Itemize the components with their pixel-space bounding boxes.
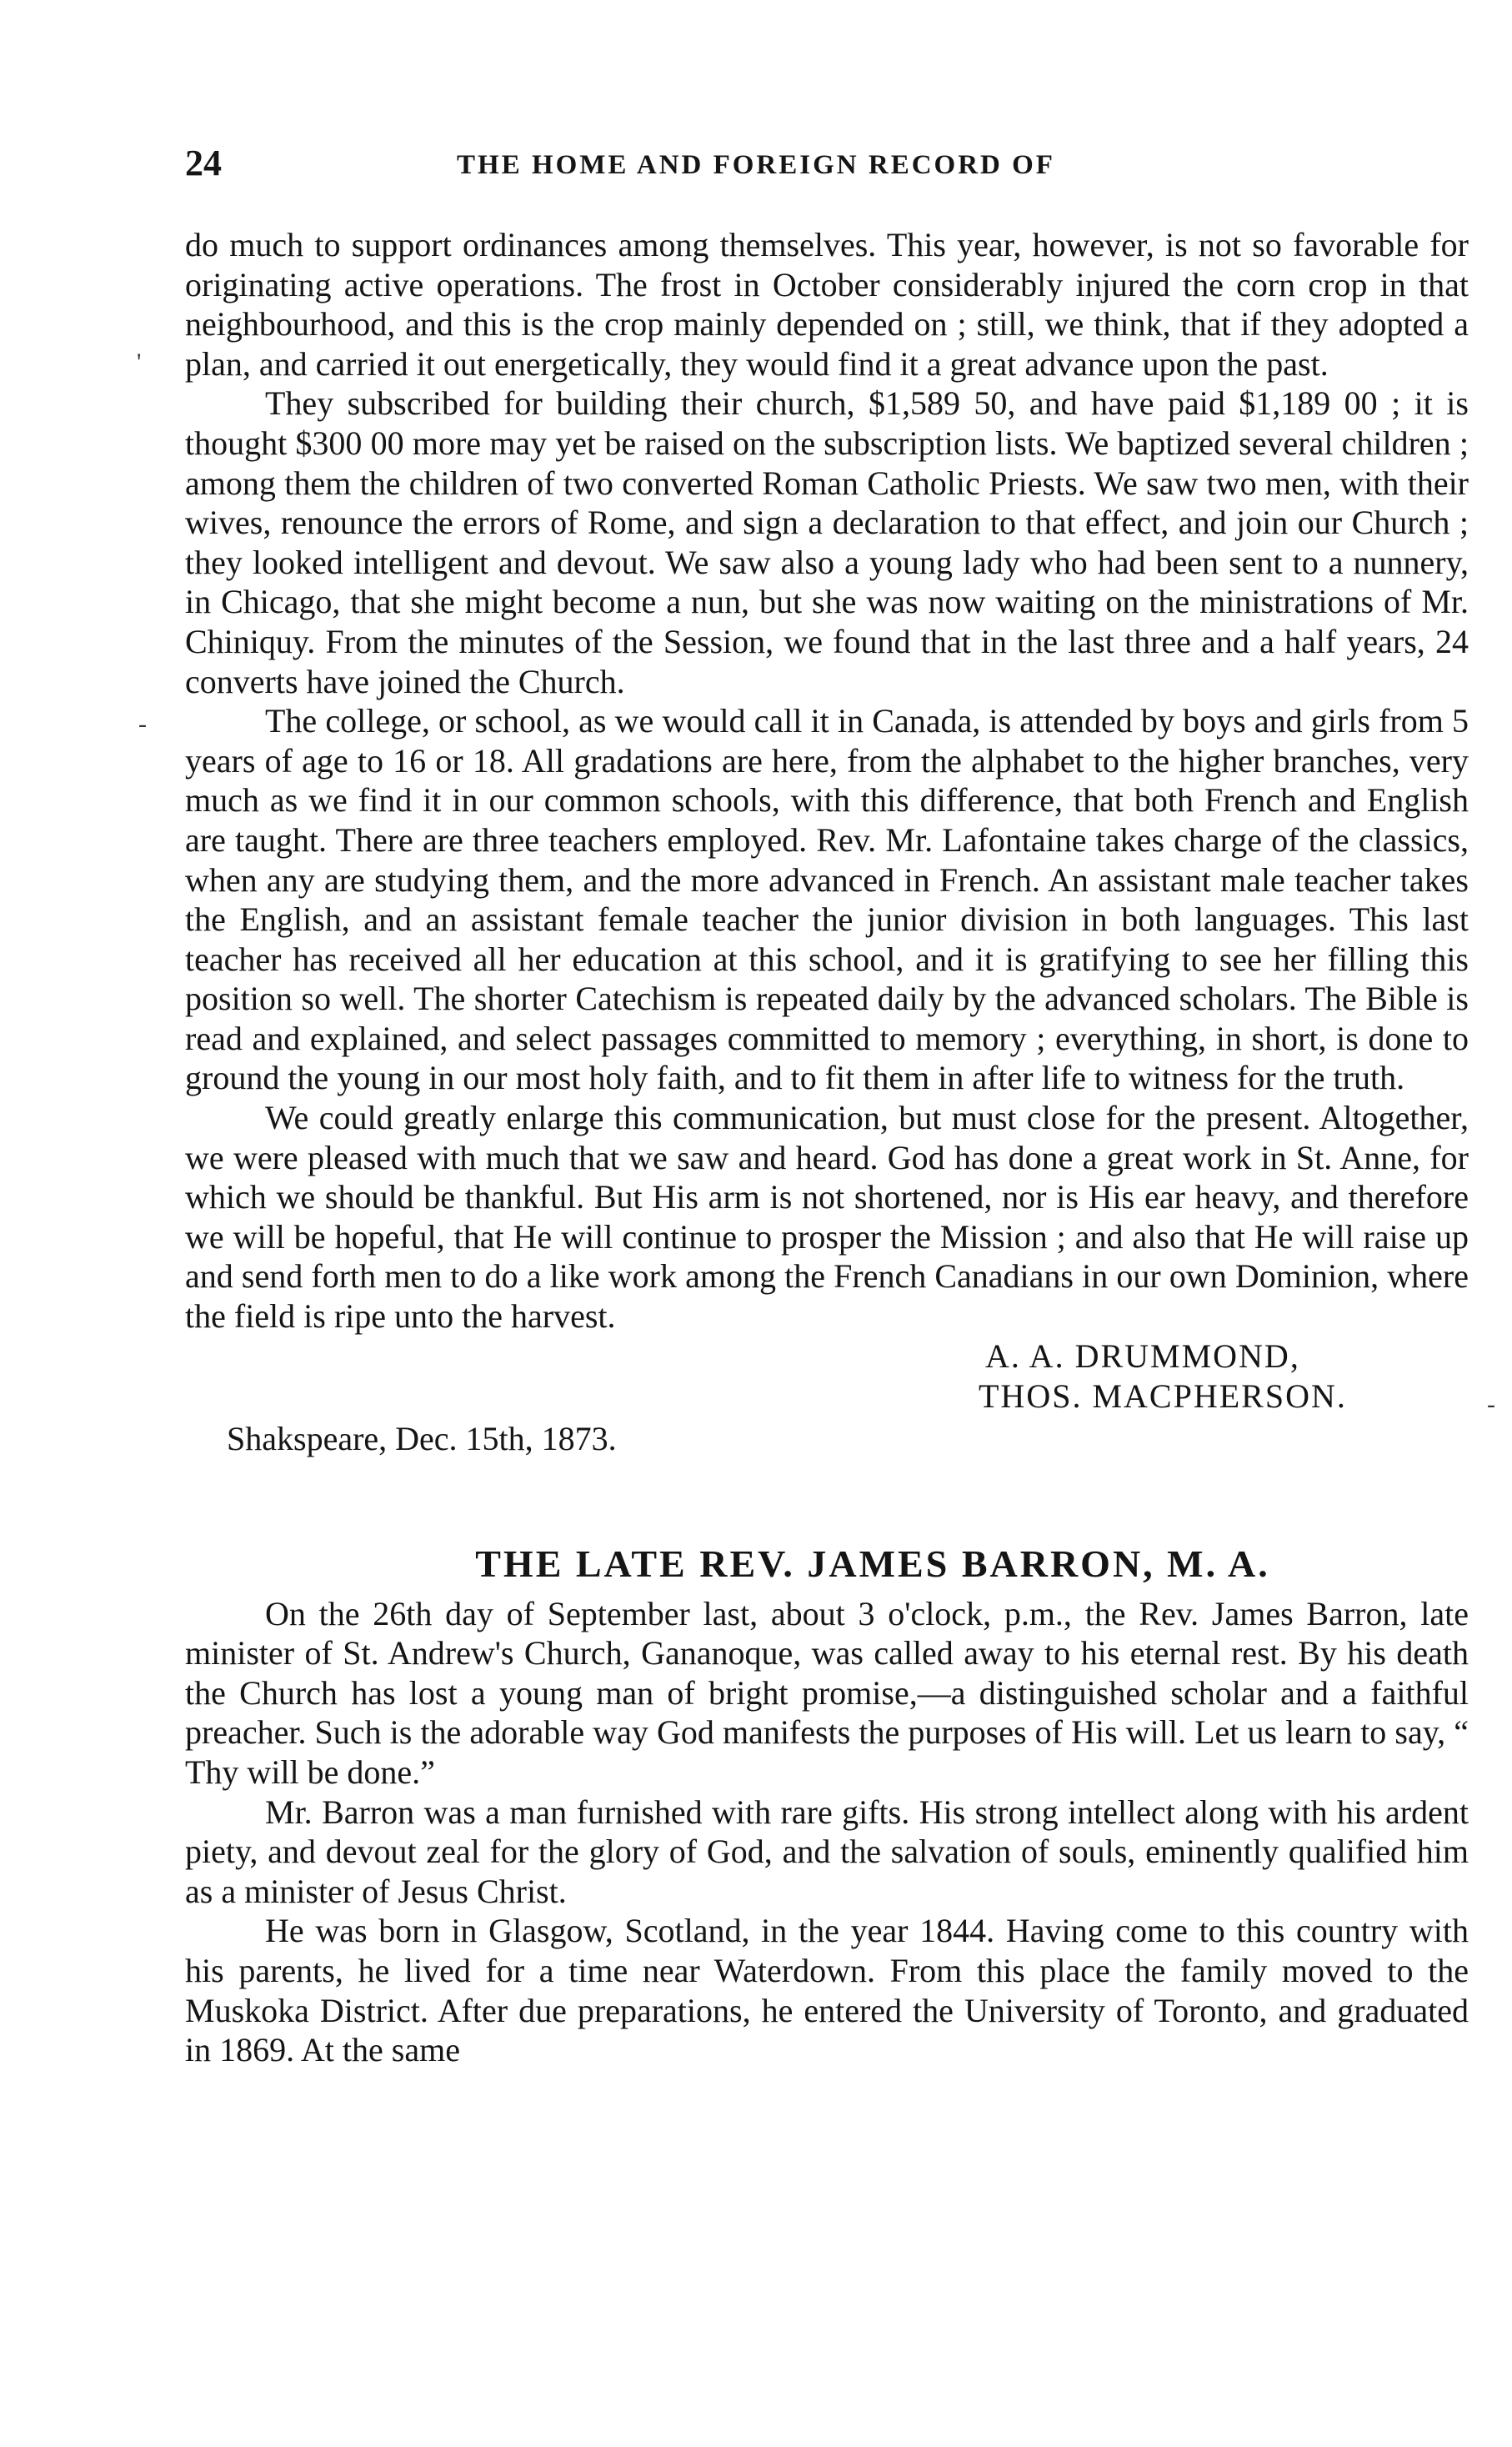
report-paragraph-3: The college, or school, as we would call it in Canada, is attended by boys and girls from 5 years of age to 16 or 18. All gradations are here, from the alphabet to the higher branches, very much as we find it in our common schools, with this difference, that both French and English are taught. There are three teachers employed. Rev. Mr. Lafontaine takes charge of the classics, when any are studying them, and the more advanced in French. An assistant male teacher takes the English, and an assistant female teacher the junior division in both languages. This last teacher has received all her education at this school, and it is gratifying to see her filling this position so well. The shorter Catechism is repeated daily by the advanced scholars. The Bible is read and explained, and select passages committed to memory ; everything, in short, is done to ground the young in our most holy faith, and to fit them in after life to witness for the truth. xyxy=(185,702,1469,1097)
signatory-drummond: A. A. DRUMMOND, xyxy=(985,1336,1300,1375)
margin-dash-mark: - xyxy=(1487,1391,1495,1418)
obituary-paragraph-3: He was born in Glasgow, Scotland, in the year 1844. Having come to this country with his parents, he lived for a time near Waterdown. From this place the family moved to the Muskoka District. After due preparations, he entered the University of Toronto, and graduated in 1869. At the same xyxy=(185,1912,1469,2069)
obituary-paragraph-2: Mr. Barron was a man furnished with rare gifts. His strong intellect along with his ardent piety, and devout zeal for the glory of God, and the salvation of souls, eminently qualified him as a minister of Jesus Christ. xyxy=(185,1793,1469,1910)
report-paragraph-1: do much to support ordinances among themselves. This year, however, is not so favorable for originating active operations. The frost in October considerably injured the corn crop in that neighbourhood, and this is the crop mainly depended on ; still, we think, that if they adopted a plan, and carried it out energetically, they would find it a great advance upon the past. xyxy=(185,226,1469,383)
page-body xyxy=(185,225,1469,2070)
margin-dash-mark: - xyxy=(138,710,147,738)
page-header xyxy=(185,142,1469,192)
page-number: 24 xyxy=(185,143,222,183)
obituary-section xyxy=(185,1542,1469,2070)
signatory-macpherson: THOS. MACPHERSON. xyxy=(979,1376,1347,1415)
report-paragraph-4: We could greatly enlarge this communication, but must close for the present. Altogether, we were pleased with much that we saw and heard. God has done a great work in St. Anne, for which we should be thankful. But His arm is not shortened, nor is His ear heavy, and therefore we will be hopeful, that He will continue to prosper the Mission ; and also that He will raise up and send forth men to do a like work among the French Canadians in our own Dominion, where the field is ripe unto the harvest. xyxy=(185,1099,1469,1336)
running-title: THE HOME AND FOREIGN RECORD OF xyxy=(457,150,1055,180)
report-section xyxy=(185,225,1469,1460)
report-paragraph-2: They subscribed for building their church, $1,589 50, and have paid $1,189 00 ; it is thought $300 00 more may yet be raised on the subscription lists. We baptized several children ; among them the children of two converted Roman Catholic Priests. We saw two men, with their wives, renounce the errors of Rome, and sign a declaration to that effect, and join our Church ; they looked intelligent and devout. We saw also a young lady who had been sent to a nunnery, in Chicago, that she might become a nun, but she was now waiting on the ministrations of Mr. Chiniquy. From the minutes of the Session, we found that in the last three and a half years, 24 converts have joined the Church. xyxy=(185,384,1469,700)
margin-tick-mark: ' xyxy=(137,348,142,376)
article-title: THE LATE REV. JAMES BARRON, M. A. xyxy=(475,1542,1270,1585)
obituary-paragraph-1: On the 26th day of September last, about 3 o'clock, p.m., the Rev. James Barron, late minister of St. Andrew's Church, Gananoque, was called away to his eternal rest. By his death the Church has lost a young man of bright promise,—a distinguished scholar and a faithful preacher. Such is the adorable way God manifests the purposes of His will. Let us learn to say, “ Thy will be done.” xyxy=(185,1594,1469,1791)
place-and-date: Shakspeare, Dec. 15th, 1873. xyxy=(227,1419,617,1457)
